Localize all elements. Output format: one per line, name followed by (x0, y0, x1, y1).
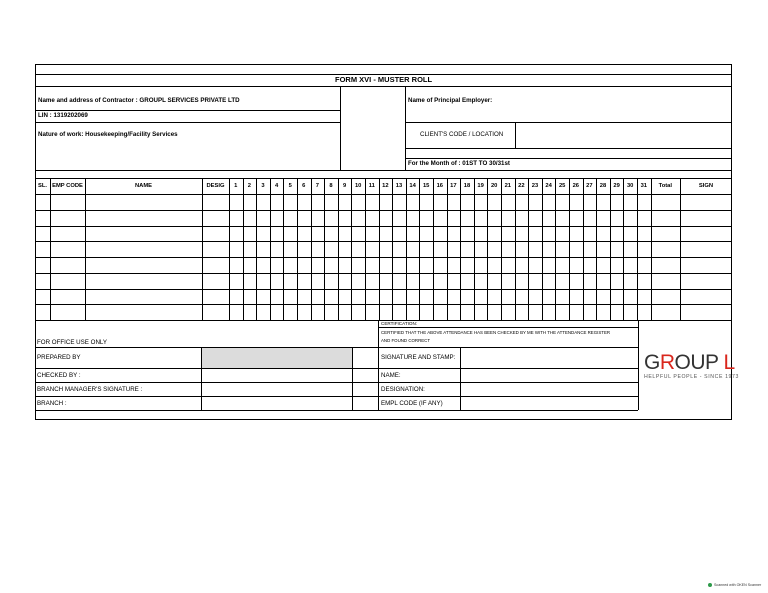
table-column-line (365, 178, 366, 320)
certification-text: CERTIFIED THAT THE ABOVE ATTENDANCE HAS BEEN CHECKED BY ME WITH THE ATTENDANCE REGISTER (381, 330, 611, 335)
table-column-line (637, 178, 638, 320)
table-column-line (297, 178, 298, 320)
certification-heading: CERTIFICATION: (381, 321, 418, 326)
divider (35, 110, 340, 111)
logo-letter-l: L (723, 351, 735, 374)
table-column-line (542, 178, 543, 320)
table-column-line (610, 178, 611, 320)
table-column-line (283, 178, 284, 320)
table-row (35, 257, 732, 258)
muster-roll-form (35, 64, 735, 420)
table-column-line (351, 178, 352, 320)
column-header-day-10: 10 (354, 183, 362, 189)
table-row (35, 226, 732, 227)
nature-of-work-label: Nature of work: Housekeeping/Facility Services (38, 131, 178, 138)
table-column-line (406, 178, 407, 320)
column-header-day-7: 7 (315, 183, 319, 189)
designation-label: DESIGNATION: (381, 386, 425, 393)
column-header-day-2: 2 (247, 183, 251, 189)
column-header-desig: DESIG (206, 183, 225, 189)
column-header-day-4: 4 (274, 183, 279, 189)
table-column-line (596, 178, 597, 320)
table-row (35, 304, 732, 305)
table-column-line (680, 178, 681, 320)
divider (35, 410, 638, 411)
empl-code-label: EMPL CODE (IF ANY) (381, 400, 443, 407)
table-row (35, 241, 732, 242)
scanner-watermark (708, 583, 761, 587)
table-row (35, 273, 732, 274)
divider (405, 86, 406, 170)
client-code-label: CLIENT'S CODE / LOCATION (420, 131, 504, 138)
column-header-day-30: 30 (626, 183, 634, 189)
table-column-line (555, 178, 556, 320)
table-column-line (379, 178, 380, 320)
column-header-day-28: 28 (599, 183, 607, 189)
column-header-day-29: 29 (613, 183, 620, 189)
divider (638, 320, 639, 410)
certifier-name-label: NAME: (381, 372, 401, 379)
divider (405, 148, 732, 149)
divider (405, 158, 732, 159)
column-header-day-22: 22 (518, 183, 525, 189)
column-header-day-12: 12 (382, 183, 389, 189)
table-column-line (243, 178, 244, 320)
column-header-name: NAME (134, 183, 153, 189)
column-header-day-23: 23 (531, 183, 539, 189)
signature-stamp-label: SIGNATURE AND STAMP: (381, 354, 456, 361)
column-header-day-26: 26 (572, 183, 580, 189)
column-header-day-19: 19 (477, 183, 484, 189)
divider (35, 122, 340, 123)
divider (460, 347, 461, 410)
table-column-line (460, 178, 461, 320)
logo-letters-oup: OUP (674, 351, 724, 374)
certification-text-cont: AND FOUND CORRECT (381, 338, 431, 343)
table-column-line (229, 178, 230, 320)
branch-manager-label: BRANCH MANAGER'S SIGNATURE : (37, 386, 143, 393)
column-header-day-6: 6 (302, 183, 306, 189)
column-header-day-31: 31 (640, 183, 648, 189)
table-column-line (583, 178, 584, 320)
column-header-day-20: 20 (490, 183, 498, 189)
table-column-line (202, 178, 203, 320)
column-header-day-14: 14 (409, 183, 416, 189)
branch-label: BRANCH : (37, 400, 67, 407)
column-header-day-25: 25 (558, 183, 566, 189)
table-column-line (651, 178, 652, 320)
principal-employer-label: Name of Principal Employer: (408, 97, 493, 104)
table-column-line (447, 178, 448, 320)
lin-label: LIN : 1319202069 (38, 112, 88, 119)
divider (515, 122, 516, 148)
table-row (35, 289, 732, 290)
table-column-line (474, 178, 475, 320)
table-column-line (311, 178, 312, 320)
column-header-day-18: 18 (463, 183, 471, 189)
divider (352, 347, 353, 410)
column-header-day-1: 1 (234, 183, 238, 189)
column-header-day-24: 24 (545, 183, 552, 189)
prepared-by-label: PREPARED BY (37, 354, 81, 361)
table-column-line (623, 178, 624, 320)
table-column-line (270, 178, 271, 320)
office-use-heading: FOR OFFICE USE ONLY (37, 339, 108, 346)
table-column-line (256, 178, 257, 320)
table-header-line (35, 194, 732, 195)
table-column-line (569, 178, 570, 320)
divider (35, 396, 638, 397)
divider (35, 178, 732, 179)
form-title: FORM XVI - MUSTER ROLL (335, 75, 433, 84)
table-column-line (501, 178, 502, 320)
divider (35, 382, 638, 383)
table-column-line (528, 178, 529, 320)
column-header-day-17: 17 (450, 183, 457, 189)
table-column-line (85, 178, 86, 320)
column-header-emp-code: EMP CODE (52, 183, 83, 189)
column-header-day-27: 27 (586, 183, 593, 189)
logo-tagline: HELPFUL PEOPLE - SINCE 1973 (644, 374, 740, 380)
table-column-line (392, 178, 393, 320)
column-header-day-15: 15 (422, 183, 430, 189)
column-header-total: Total (658, 183, 672, 189)
table-column-line (338, 178, 339, 320)
table-row (35, 210, 732, 211)
column-header-day-16: 16 (436, 183, 444, 189)
table-column-line (50, 178, 51, 320)
column-header-day-3: 3 (261, 183, 265, 189)
scanner-text: Scanned with OKEN Scanner (714, 583, 762, 587)
column-header-sign: SIGN (698, 183, 714, 189)
column-header-day-21: 21 (504, 183, 512, 189)
column-header-day-9: 9 (342, 183, 347, 189)
logo-letter-g: G (644, 351, 660, 374)
divider (340, 86, 341, 170)
table-column-line (487, 178, 488, 320)
divider (35, 368, 638, 369)
month-label: For the Month of : 01ST TO 30/31st (408, 160, 510, 167)
divider (35, 170, 732, 171)
table-column-line (324, 178, 325, 320)
divider (378, 320, 379, 410)
table-column-line (515, 178, 516, 320)
column-header-day-13: 13 (395, 183, 403, 189)
table-column-line (433, 178, 434, 320)
divider (35, 86, 732, 87)
table-column-line (419, 178, 420, 320)
logo-letter-r: R (659, 351, 675, 374)
column-header-sl: SL. (37, 183, 48, 189)
group-l-logo (644, 352, 739, 380)
divider (405, 122, 732, 123)
contractor-label: Name and address of Contractor : GROUPL SERVICES PRIVATE LTD (38, 97, 240, 104)
prepared-by-signature-box (202, 348, 352, 368)
column-header-day-5: 5 (288, 183, 292, 189)
column-header-day-8: 8 (329, 183, 333, 189)
scanner-icon (708, 583, 712, 587)
column-header-day-11: 11 (368, 183, 375, 189)
checked-by-label: CHECKED BY : (37, 372, 81, 379)
